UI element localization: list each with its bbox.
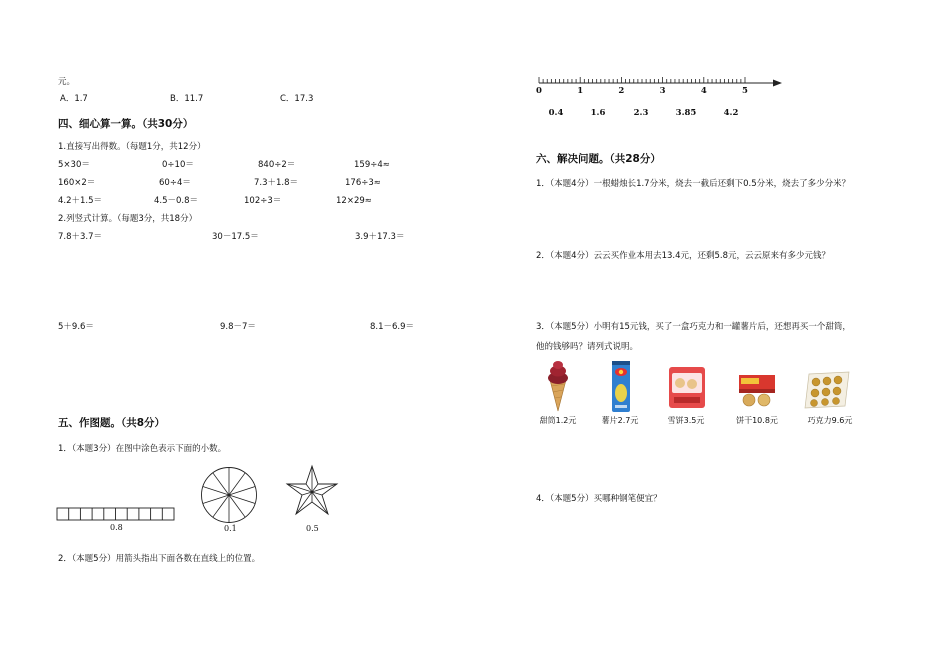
calc-item: 159÷4≈ (354, 160, 390, 170)
calc-item: 5×30＝ (58, 160, 90, 170)
section-4-q2: 2.列竖式计算。（每题3分，共18分） (58, 214, 198, 224)
product-label: 巧克力9.6元 (807, 416, 853, 425)
number-to-locate: 1.6 (590, 108, 606, 118)
strip-label: 0.8 (110, 523, 123, 532)
product-label: 雪饼3.5元 (667, 416, 705, 425)
calc-item: 4.2＋1.5＝ (58, 196, 103, 206)
tick-label: 4 (700, 86, 707, 96)
calc-item: 12×29≈ (336, 196, 372, 206)
section-5-q2: 2．（本题5分）用箭头指出下面各数在直线上的位置。 (58, 554, 261, 564)
question-fragment: 元。 (58, 77, 76, 87)
vertical-calc-item: 9.8－7＝ (220, 322, 256, 332)
ice-cream-icon (545, 360, 571, 412)
ten-sector-circle (200, 466, 258, 524)
section-4-title: 四、细心算一算。（共30分） (58, 118, 194, 130)
ten-cell-strip (56, 507, 176, 521)
vertical-calc-item: 3.9＋17.3＝ (355, 232, 405, 242)
section-4-q1: 1.直接写出得数。（每题1分，共12分） (58, 142, 206, 152)
calc-item: 840÷2＝ (258, 160, 296, 170)
vertical-calc-item: 30－17.5＝ (212, 232, 259, 242)
product-label: 饼干10.8元 (736, 416, 778, 425)
tick-label: 1 (577, 86, 584, 96)
section-6-q3-cont: 他的钱够吗？请列式说明。 (536, 342, 639, 352)
tick-label: 2 (618, 86, 625, 96)
calc-item: 102÷3＝ (244, 196, 282, 206)
tick-label: 5 (742, 86, 748, 96)
number-to-locate: 0.4 (548, 108, 564, 118)
rice-cracker-bag-icon (668, 365, 706, 410)
product-label: 薯片2.7元 (601, 416, 639, 425)
calc-item: 0÷10＝ (162, 160, 194, 170)
biscuit-box-icon (737, 373, 777, 410)
choice-c: C．17.3 (280, 94, 314, 104)
section-6-q4: 4．（本题5分）买哪种钢笔便宜？ (536, 494, 662, 504)
tick-label: 0 (536, 86, 542, 96)
arrow-head-icon (773, 80, 782, 87)
calc-item: 176÷3≈ (345, 178, 381, 188)
section-6-title: 六、解决问题。（共28分） (536, 153, 661, 165)
number-to-locate: 3.85 (675, 108, 697, 118)
choice-a: A．1.7 (60, 94, 88, 104)
number-to-locate: 4.2 (723, 108, 739, 118)
section-6-q1: 1．（本题4分）一根蜡烛长1.7分米，烧去一截后还剩下0.5分米，烧去了多少分米？ (536, 179, 851, 189)
choice-b: B．11.7 (170, 94, 204, 104)
circle-label: 0.1 (224, 524, 237, 533)
calc-item: 160×2＝ (58, 178, 96, 188)
star-label: 0.5 (306, 524, 319, 533)
vertical-calc-item: 5＋9.6＝ (58, 322, 94, 332)
calc-item: 60÷4＝ (159, 178, 191, 188)
section-5-q1: 1．（本题3分）在图中涂色表示下面的小数。 (58, 444, 227, 454)
chips-can-icon (611, 359, 631, 414)
section-5-title: 五、作图题。（共8分） (58, 417, 166, 429)
star-figure (284, 464, 340, 520)
section-6-q3: 3．（本题5分）小明有15元钱，买了一盒巧克力和一罐薯片后，还想再买一个甜筒， (536, 322, 851, 332)
vertical-calc-item: 7.8＋3.7＝ (58, 232, 103, 242)
calc-item: 4.5－0.8＝ (154, 196, 199, 206)
tick-label: 3 (659, 86, 666, 96)
vertical-calc-item: 8.1－6.9＝ (370, 322, 415, 332)
chocolate-box-icon (803, 368, 851, 410)
calc-item: 7.3＋1.8＝ (254, 178, 299, 188)
product-label: 甜筒1.2元 (539, 416, 577, 425)
section-6-q2: 2．（本题4分）云云买作业本用去13.4元，还剩5.8元，云云原来有多少元钱？ (536, 251, 831, 261)
number-to-locate: 2.3 (633, 108, 649, 118)
